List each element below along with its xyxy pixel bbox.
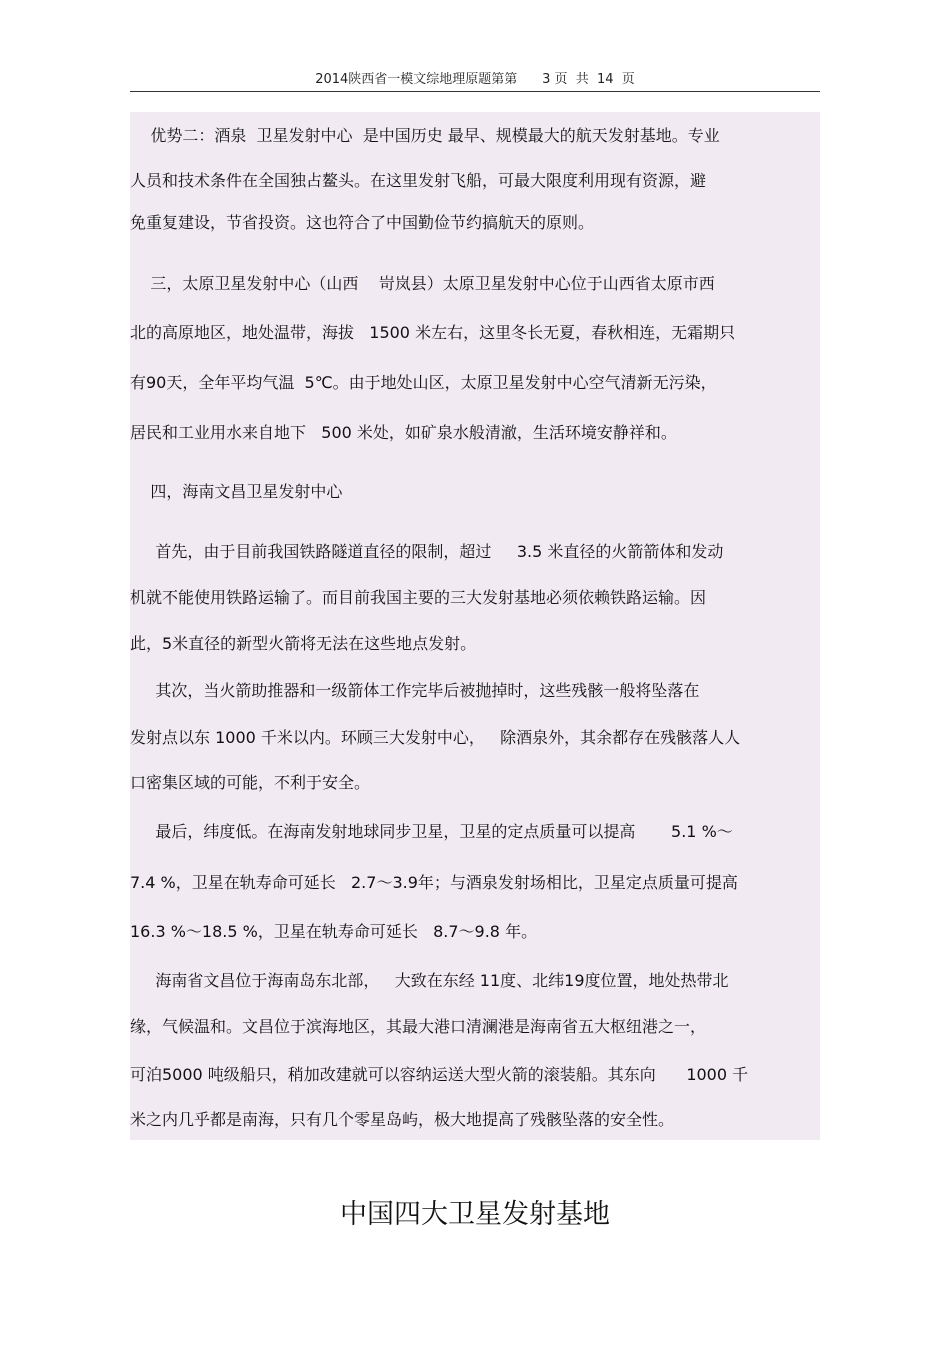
text-line: 居民和工业用水来自地下 500 米处，如矿泉水般清澈，生活环境安静祥和。 — [130, 423, 677, 442]
text-line: 米之内几乎都是南海，只有几个零星岛屿，极大地提高了残骸坠落的安全性。 — [130, 1110, 675, 1129]
text-line: 首先，由于目前我国铁路隧道直径的限制，超过 3.5 米直径的火箭箭体和发动 — [130, 542, 724, 561]
text-line: 机就不能使用铁路运输了。而目前我国主要的三大发射基地必须依赖铁路运输。因 — [130, 588, 707, 607]
section-heading: 四，海南文昌卫星发射中心 — [130, 482, 343, 501]
header-divider — [130, 91, 820, 92]
text-line: 三，太原卫星发射中心（山西 岢岚县）太原卫星发射中心位于山西省太原市西 — [130, 274, 715, 293]
text-line: 缘，气候温和。文昌位于滨海地区，其最大港口清澜港是海南省五大枢纽港之一， — [130, 1017, 707, 1036]
text-line: 其次，当火箭助推器和一级箭体工作完毕后被抛掉时，这些残骸一般将坠落在 — [130, 681, 700, 700]
text-line: 最后，纬度低。在海南发射地球同步卫星，卫星的定点质量可以提高 5.1 %～ — [130, 822, 733, 841]
text-line: 发射点以东 1000 千米以内。环顾三大发射中心， 除酒泉外，其余都存在残骸落人人 — [130, 728, 741, 747]
page-header: 2014陕西省一模文综地理原题第第 3 页 共 14 页 — [315, 72, 635, 87]
text-line: 7.4 %，卫星在轨寿命可延长 2.7～3.9年；与酒泉发射场相比，卫星定点质量可提高 — [130, 873, 738, 892]
text-line: 16.3 %～18.5 %，卫星在轨寿命可延长 8.7～9.8 年。 — [130, 922, 538, 941]
text-line: 北的高原地区，地处温带，海拔 1500 米左右，这里冬长无夏，春秋相连，无霜期只 — [130, 323, 736, 342]
text-line: 此，5米直径的新型火箭将无法在这些地点发射。 — [130, 634, 477, 653]
text-line: 免重复建设，节省投资。这也符合了中国勤俭节约搞航天的原则。 — [130, 213, 595, 232]
section-title: 中国四大卫星发射基地 — [340, 1199, 610, 1230]
text-line: 可泊5000 吨级船只，稍加改建就可以容纳运送大型火箭的滚装船。其东向 1000 千 — [130, 1065, 749, 1084]
text-line: 优势二：酒泉 卫星发射中心 是中国历史 最早、规模最大的航天发射基地。专业 — [130, 126, 720, 145]
text-line: 人员和技术条件在全国独占鳌头。在这里发射飞船，可最大限度利用现有资源，避 — [130, 171, 707, 190]
text-line: 口密集区域的可能，不利于安全。 — [130, 773, 371, 792]
text-line: 海南省文昌位于海南岛东北部， 大致在东经 11度、北纬19度位置，地处热带北 — [130, 971, 729, 990]
text-line: 有90天，全年平均气温 5℃。由于地处山区，太原卫星发射中心空气清新无污染， — [130, 373, 717, 392]
